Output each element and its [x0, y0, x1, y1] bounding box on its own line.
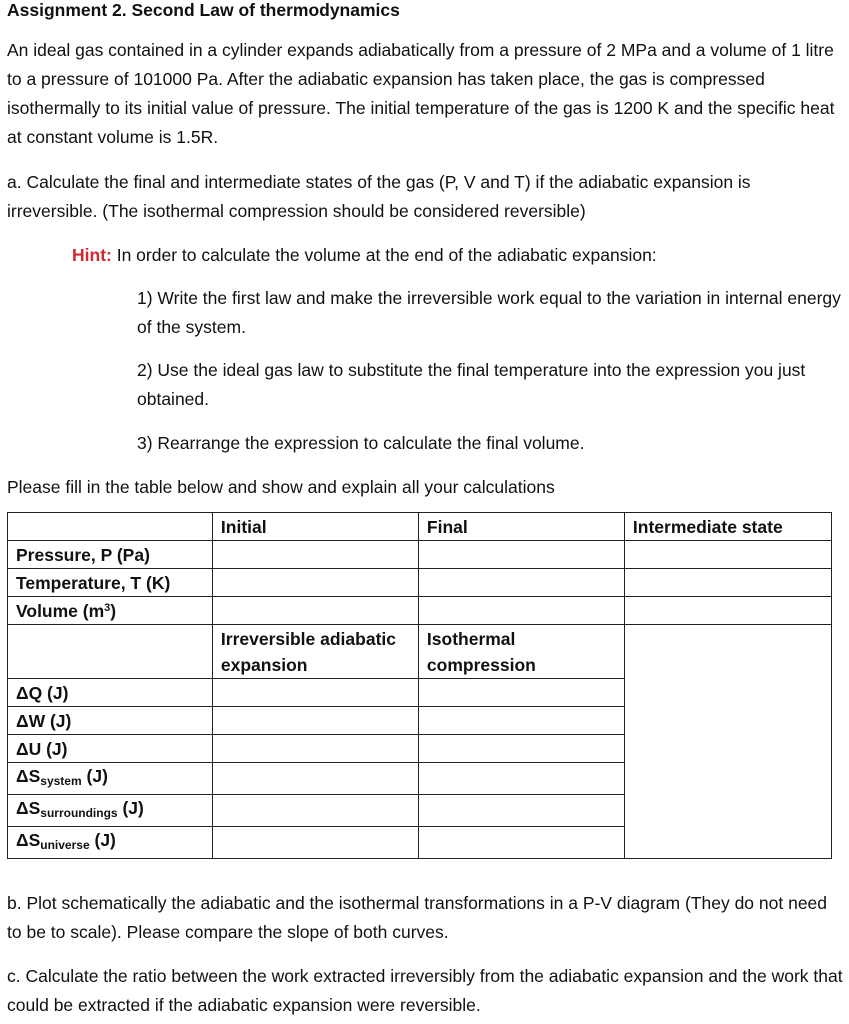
volume-label-exponent: 3 — [104, 601, 111, 614]
cell-ds-surroundings-isothermal[interactable] — [418, 795, 624, 827]
intermediate-blank — [624, 827, 831, 859]
row-label-dq: ΔQ (J) — [8, 679, 213, 707]
cell-pressure-intermediate[interactable] — [624, 541, 831, 569]
cell-ds-universe-isothermal[interactable] — [418, 827, 624, 859]
header-intermediate: Intermediate state — [624, 513, 831, 541]
ds-prefix: ΔS — [16, 766, 41, 786]
cell-ds-system-adiabatic[interactable] — [212, 763, 418, 795]
cell-pressure-initial[interactable] — [212, 541, 418, 569]
ds-subscript-surroundings: surroundings — [40, 806, 118, 820]
ds-unit: (J) — [81, 766, 108, 786]
ds-unit: (J) — [89, 830, 116, 850]
hint-step-1: 1) Write the first law and make the irreversible work equal to the variation in internal energy of the system. — [137, 288, 841, 337]
header-final: Final — [418, 513, 624, 541]
hint-text: In order to calculate the volume at the end of the adiabatic expansion: — [111, 245, 657, 265]
row-label-volume — [8, 597, 213, 625]
question-a: a. Calculate the final and intermediate states of the gas (P, V and T) if the adiabatic expansion is irreversible. (The isothermal compression should be considered reversible) — [7, 172, 751, 221]
volume-label-close: ) — [110, 600, 117, 621]
ds-subscript-universe: universe — [40, 838, 90, 852]
cell-dw-isothermal[interactable] — [418, 707, 624, 735]
intermediate-blank — [624, 707, 831, 735]
cell-temperature-intermediate[interactable] — [624, 569, 831, 597]
row-label-ds-system — [8, 763, 213, 795]
table-row — [8, 707, 832, 735]
table-row — [8, 679, 832, 707]
row-label-ds-universe — [8, 827, 213, 859]
ds-prefix: ΔS — [16, 798, 41, 818]
table-row — [8, 763, 832, 795]
table-row — [8, 569, 832, 597]
ds-subscript-system: system — [40, 774, 82, 788]
cell-volume-final[interactable] — [418, 597, 624, 625]
row-label-ds-surroundings — [8, 795, 213, 827]
hint-step-2: 2) Use the ideal gas law to substitute the final temperature into the expression you just obtained. — [137, 360, 806, 409]
problem-statement: An ideal gas contained in a cylinder expands adiabatically from a pressure of 2 MPa and a volume of 1 litre to a pressure of 101000 Pa. After the adiabatic expansion has taken place, the gas is compressed isothermally to its initial value of pressure. The initial temperature of the gas is 1200 K and the specific heat at constant volume is 1.5R. — [7, 40, 835, 147]
results-table — [7, 512, 832, 859]
intermediate-blank-top — [624, 625, 831, 679]
header-initial: Initial — [212, 513, 418, 541]
hint — [72, 241, 657, 270]
table-row — [8, 735, 832, 763]
fill-instruction: Please fill in the table below and show and explain all your calculations — [7, 477, 555, 497]
cell-volume-intermediate[interactable] — [624, 597, 831, 625]
table-corner-cell — [8, 513, 213, 541]
intermediate-blank — [624, 763, 831, 795]
cell-ds-universe-adiabatic[interactable] — [212, 827, 418, 859]
table-row — [8, 827, 832, 859]
cell-temperature-final[interactable] — [418, 569, 624, 597]
hint-step-3: 3) Rearrange the expression to calculate the final volume. — [137, 433, 585, 453]
row-label-temperature: Temperature, T (K) — [8, 569, 213, 597]
table-row — [8, 541, 832, 569]
table-row — [8, 795, 832, 827]
question-b: b. Plot schematically the adiabatic and the isothermal transformations in a P-V diagram (They do not need to be to scale). Please compare the slope of both curves. — [7, 893, 828, 942]
header-irreversible-adiabatic: Irreversible adiabatic expansion — [212, 625, 418, 679]
table-header-row — [8, 513, 832, 541]
ds-prefix: ΔS — [16, 830, 41, 850]
table-row — [8, 597, 832, 625]
cell-dw-adiabatic[interactable] — [212, 707, 418, 735]
cell-ds-surroundings-adiabatic[interactable] — [212, 795, 418, 827]
cell-pressure-final[interactable] — [418, 541, 624, 569]
cell-du-isothermal[interactable] — [418, 735, 624, 763]
cell-temperature-initial[interactable] — [212, 569, 418, 597]
assignment-title: Assignment 2. Second Law of thermodynamics — [7, 0, 400, 20]
hint-label: Hint: — [72, 245, 112, 265]
header-isothermal-compression: Isothermal compression — [418, 625, 624, 679]
intermediate-blank — [624, 679, 831, 707]
volume-label-text: Volume (m — [16, 600, 105, 621]
process-header-row — [8, 625, 832, 679]
question-c: c. Calculate the ratio between the work extracted irreversibly from the adiabatic expansion and the work that could be extracted if the adiabatic expansion were reversible. — [7, 966, 843, 1015]
cell-ds-system-isothermal[interactable] — [418, 763, 624, 795]
cell-dq-isothermal[interactable] — [418, 679, 624, 707]
intermediate-blank — [624, 735, 831, 763]
cell-volume-initial[interactable] — [212, 597, 418, 625]
row-label-dw: ΔW (J) — [8, 707, 213, 735]
row-label-du: ΔU (J) — [8, 735, 213, 763]
cell-dq-adiabatic[interactable] — [212, 679, 418, 707]
ds-unit: (J) — [117, 798, 144, 818]
row-label-pressure: Pressure, P (Pa) — [8, 541, 213, 569]
process-corner-cell — [8, 625, 213, 679]
cell-du-adiabatic[interactable] — [212, 735, 418, 763]
intermediate-blank — [624, 795, 831, 827]
